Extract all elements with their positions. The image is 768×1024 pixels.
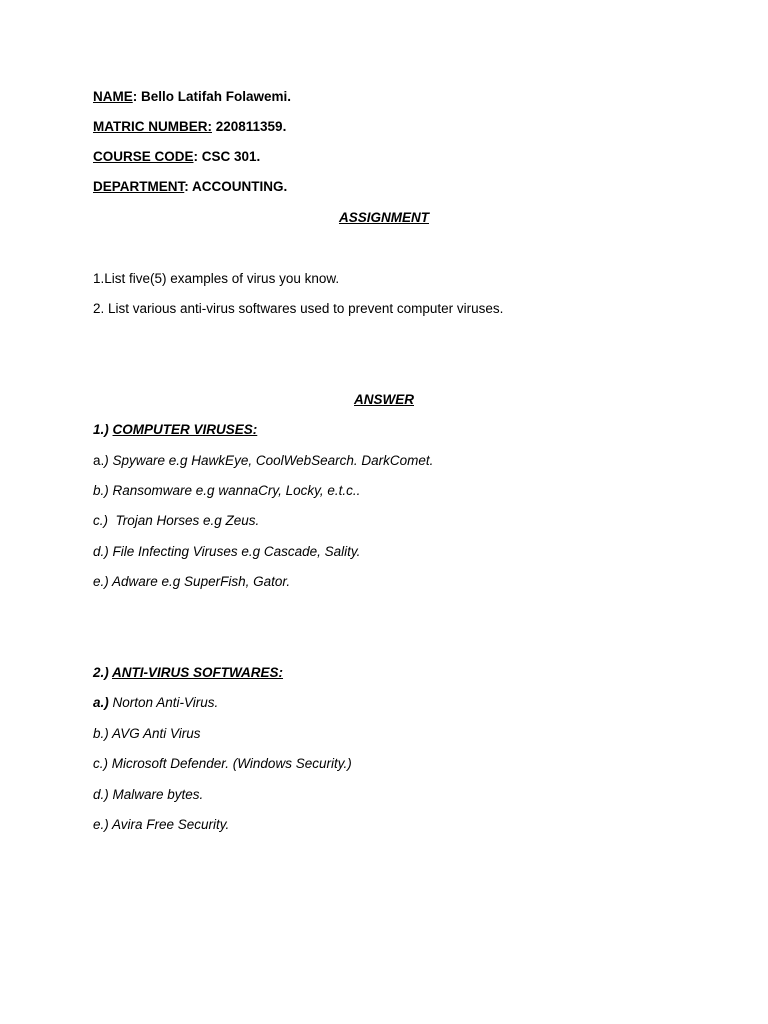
virus-item-b-text: Ransomware e.g wannaCry, Locky, e.t.c..: [108, 483, 361, 498]
virus-item-d-marker: d.): [93, 544, 109, 559]
antivirus-item-a-text: Norton Anti-Virus.: [108, 695, 219, 710]
virus-item-b: [93, 482, 360, 500]
matric-label: MATRIC NUMBER:: [93, 119, 212, 134]
virus-item-c-text: Trojan Horses e.g Zeus.: [108, 513, 260, 528]
question-1: 1.List five(5) examples of virus you know.: [93, 271, 340, 286]
antivirus-item-e-marker: e.): [93, 817, 109, 832]
department-label: DEPARTMENT: [93, 179, 185, 194]
virus-item-e: [93, 573, 290, 591]
name-line: [93, 88, 291, 106]
antivirus-item-c-marker: c.): [93, 756, 108, 771]
virus-item-b-marker: b.): [93, 483, 109, 498]
matric-value: 220811359.: [211, 119, 287, 134]
department-value: : ACCOUNTING.: [184, 179, 288, 194]
section-1-number: 1.): [93, 422, 113, 437]
answer-heading: ANSWER: [354, 392, 414, 407]
antivirus-item-b: [93, 725, 201, 743]
virus-item-a-marker: a.: [93, 453, 105, 468]
name-value: : Bello Latifah Folawemi.: [132, 89, 292, 104]
course-value: : CSC 301.: [193, 149, 261, 164]
antivirus-item-a-marker: a.): [93, 695, 109, 710]
virus-item-e-marker: e.): [93, 574, 109, 589]
assignment-heading: ASSIGNMENT: [338, 210, 429, 225]
section-2-title: ANTI-VIRUS SOFTWARES:: [112, 665, 284, 680]
antivirus-item-c: [93, 755, 352, 773]
course-line: [93, 148, 260, 166]
antivirus-item-d-text: Malware bytes.: [108, 787, 204, 802]
virus-item-d-text: File Infecting Viruses e.g Cascade, Sality.: [108, 544, 361, 559]
section-1-title: COMPUTER VIRUSES:: [112, 422, 258, 437]
virus-item-d: [93, 543, 360, 561]
course-label: COURSE CODE: [93, 149, 194, 164]
antivirus-item-d: [93, 786, 203, 804]
antivirus-item-b-marker: b.): [93, 726, 109, 741]
section-1-heading: [93, 421, 257, 439]
matric-line: [93, 118, 286, 136]
department-line: [93, 178, 287, 196]
antivirus-item-e-text: Avira Free Security.: [108, 817, 230, 832]
antivirus-item-d-marker: d.): [93, 787, 109, 802]
virus-item-a-text: ) Spyware e.g HawkEye, CoolWebSearch. DarkComet.: [104, 453, 434, 468]
virus-item-c-marker: c.): [93, 513, 108, 528]
antivirus-item-c-text: Microsoft Defender. (Windows Security.): [108, 756, 352, 771]
virus-item-e-text: Adware e.g SuperFish, Gator.: [108, 574, 291, 589]
antivirus-item-b-text: AVG Anti Virus: [108, 726, 201, 741]
virus-item-a: [93, 452, 433, 470]
section-2-number: 2.): [93, 665, 113, 680]
antivirus-item-a: [93, 694, 218, 712]
question-2: 2. List various anti-virus softwares used to prevent computer viruses.: [93, 301, 504, 316]
antivirus-item-e: [93, 816, 229, 834]
section-2-heading: [93, 664, 283, 682]
virus-item-c: [93, 512, 259, 530]
name-label: NAME: [93, 89, 133, 104]
